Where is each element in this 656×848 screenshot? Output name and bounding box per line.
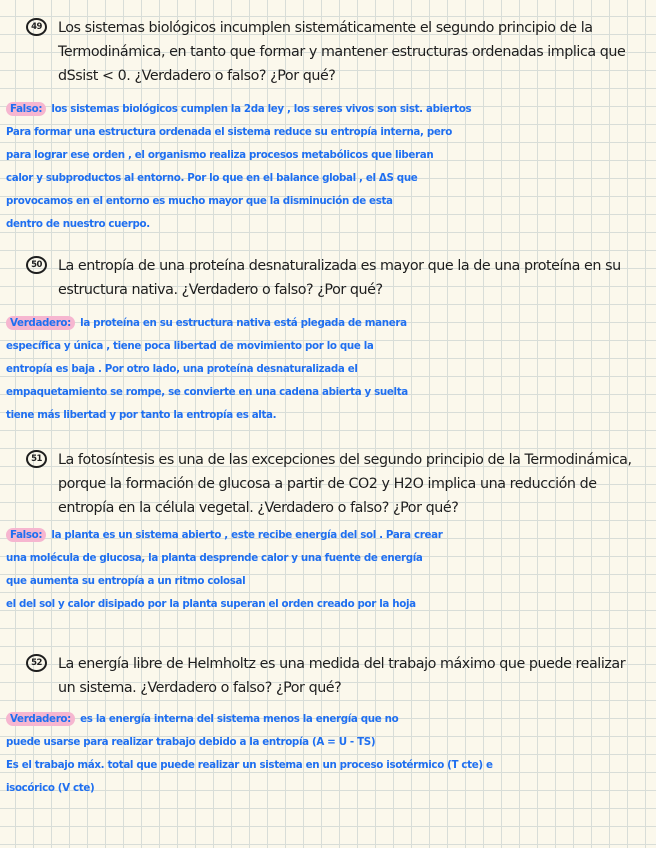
answer-line [6, 708, 652, 731]
question-text: La entropía de una proteína desnaturalizada es mayor que la de una proteína en su estructura nativa. ¿Verdadero o falso? ¿Por qué? [58, 258, 621, 298]
answer-line: empaquetamiento se rompe, se convierte en una cadena abierta y suelta [6, 386, 408, 398]
verdict-highlight: Verdadero: [6, 712, 75, 726]
answer-line: dentro de nuestro cuerpo. [6, 218, 150, 230]
answer-line: para lograr ese orden , el organismo realiza procesos metabólicos que liberan [6, 149, 434, 161]
answer-52 [6, 708, 652, 800]
answer-51 [6, 524, 652, 616]
answer-line: puede usarse para realizar trabajo debido a la entropía (A = U - TS) [6, 736, 376, 748]
question-number-badge: 51 [26, 450, 47, 468]
answer-line: provocamos en el entorno es mucho mayor que la disminución de esta [6, 195, 393, 207]
answer-line: Para formar una estructura ordenada el sistema reduce su entropía interna, pero [6, 126, 452, 138]
answer-line: isocórico (V cte) [6, 782, 95, 794]
verdict-highlight: Falso: [6, 102, 46, 116]
question-49 [26, 16, 638, 88]
question-number-badge: 50 [26, 256, 47, 274]
answer-line: entropía es baja . Por otro lado, una proteína desnaturalizada el [6, 363, 358, 375]
answer-line: una molécula de glucosa, la planta desprende calor y una fuente de energía [6, 552, 423, 564]
question-52 [26, 652, 638, 700]
answer-text: la proteína en su estructura nativa está plegada de manera [80, 317, 407, 329]
verdict-highlight: Verdadero: [6, 316, 75, 330]
question-50 [26, 254, 638, 302]
question-number-badge: 52 [26, 654, 47, 672]
answer-line: tiene más libertad y por tanto la entropía es alta. [6, 409, 277, 421]
answer-line: que aumenta su entropía a un ritmo colosal [6, 575, 246, 587]
question-text: Los sistemas biológicos incumplen sistemáticamente el segundo principio de la Termodinámica, en tanto que formar y mantener estructuras ordenadas implica que dSsist < 0. ¿Verdadero o falso? ¿Por qué? [58, 20, 626, 84]
answer-text: es la energía interna del sistema menos la energía que no [80, 713, 399, 725]
answer-line: el del sol y calor disipado por la planta superan el orden creado por la hoja [6, 598, 416, 610]
answer-49 [6, 98, 652, 236]
question-51 [26, 448, 638, 520]
answer-text: la planta es un sistema abierto , este recibe energía del sol . Para crear [51, 529, 443, 541]
answer-line [6, 524, 652, 547]
answer-line: específica y única , tiene poca libertad de movimiento por lo que la [6, 340, 374, 352]
answer-line [6, 312, 652, 335]
answer-text: los sistemas biológicos cumplen la 2da ley , los seres vivos son sist. abiertos [51, 103, 472, 115]
answer-line [6, 98, 652, 121]
question-text: La energía libre de Helmholtz es una medida del trabajo máximo que puede realizar un sistema. ¿Verdadero o falso? ¿Por qué? [58, 656, 626, 696]
question-number-badge: 49 [26, 18, 47, 36]
verdict-highlight: Falso: [6, 528, 46, 542]
answer-line: Es el trabajo máx. total que puede realizar un sistema en un proceso isotérmico (T cte) e [6, 759, 493, 771]
question-text: La fotosíntesis es una de las excepciones del segundo principio de la Termodinámica, porque la formación de glucosa a partir de CO2 y H2O implica una reducción de entropía en la célula vegetal. ¿Verdadero o falso? ¿Por qué? [58, 452, 632, 516]
answer-50 [6, 312, 652, 427]
answer-line: calor y subproductos al entorno. Por lo que en el balance global , el ΔS que [6, 172, 418, 184]
